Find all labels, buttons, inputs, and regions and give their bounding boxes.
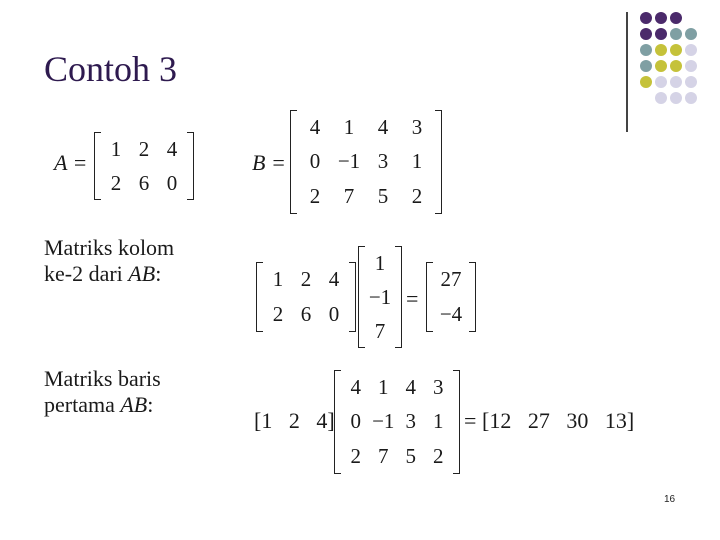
row-example-matrix-cells: [342, 370, 452, 474]
column-example-equals: =: [406, 286, 419, 311]
decor-dot: [640, 76, 652, 88]
decor-dot: [670, 76, 682, 88]
row-matrix-cell: 3: [405, 409, 416, 434]
column-example-column-vector: [358, 246, 402, 348]
bracket-right: [435, 110, 442, 214]
matrix-b-cell: 5: [377, 184, 389, 209]
row-matrix-cell: 1: [378, 374, 389, 399]
bracket-right: [187, 132, 194, 200]
matrix-b-cell: 3: [377, 149, 389, 174]
decor-dot: [670, 92, 682, 104]
matrix-b-label: B =: [252, 150, 286, 175]
row-matrix-cell: 4: [350, 374, 361, 399]
row-example-text: Matriks baris pertama AB:: [44, 366, 161, 417]
decor-dot: [655, 76, 667, 88]
matrix-a-cell: 0: [166, 170, 178, 195]
column-example-left-cells: [264, 262, 348, 332]
column-example-result: [426, 262, 476, 332]
matrix-a-cell: 2: [138, 136, 150, 161]
matrix-a-cell: 2: [110, 170, 122, 195]
column-left-cell: 2: [300, 267, 312, 291]
column-left-cell: 2: [272, 302, 284, 326]
matrix-b: [290, 110, 442, 214]
decor-dot: [655, 60, 667, 72]
matrix-b-cell: −1: [337, 149, 361, 174]
row-example-matrix: [334, 370, 460, 474]
row-matrix-cell: −1: [372, 409, 395, 434]
column-left-cell: 4: [328, 267, 340, 291]
matrix-a-cell: 4: [166, 136, 178, 161]
row-matrix-cell: 0: [350, 409, 361, 434]
matrix-b-cell: 1: [411, 149, 423, 174]
matrix-b-cell: 3: [411, 114, 423, 139]
column-vector-cell: 1: [374, 250, 386, 275]
matrix-b-cell: 2: [309, 184, 321, 209]
matrix-b-cell: 1: [343, 114, 355, 139]
row-matrix-cell: 2: [433, 444, 444, 469]
decor-dot: [685, 28, 697, 40]
decor-dot: [685, 60, 697, 72]
decor-dot: [640, 44, 652, 56]
decor-dot: [655, 28, 667, 40]
row-example-result: [12 27 30 13]: [482, 408, 635, 433]
column-result-cell: −4: [439, 302, 463, 326]
row-example-equals: =: [464, 408, 477, 433]
row-matrix-cell: 7: [378, 444, 389, 469]
row-matrix-cell: 2: [350, 444, 361, 469]
decor-dot: [685, 44, 697, 56]
column-result-cell: 27: [440, 267, 462, 291]
column-example-left-matrix: [256, 262, 356, 332]
matrix-a-cell: 6: [138, 170, 150, 195]
decor-dot: [640, 12, 652, 24]
decor-dot-grid: [640, 12, 720, 122]
matrix-a-label: A =: [54, 150, 88, 175]
decor-dot: [640, 28, 652, 40]
decor-dot: [655, 44, 667, 56]
column-left-cell: 6: [300, 302, 312, 326]
matrix-b-cell: 0: [309, 149, 321, 174]
row-matrix-cell: 3: [433, 374, 444, 399]
decor-dot: [670, 44, 682, 56]
decor-divider-line: [626, 12, 628, 132]
matrix-b-cell: 2: [411, 184, 423, 209]
matrix-a-cell: 1: [110, 136, 122, 161]
decor-dot: [655, 12, 667, 24]
decor-dot: [655, 92, 667, 104]
bracket-left: [290, 110, 297, 214]
column-left-cell: 1: [272, 267, 284, 291]
decor-dot: [670, 28, 682, 40]
matrix-a-cells: [102, 132, 186, 200]
matrix-b-cell: 7: [343, 184, 355, 209]
decor-dot: [685, 92, 697, 104]
column-example-vector-cells: [366, 246, 394, 348]
row-matrix-cell: 1: [433, 409, 444, 434]
matrix-b-cell: 4: [309, 114, 321, 139]
bracket-left: [94, 132, 101, 200]
decor-dot: [640, 60, 652, 72]
column-example-result-cells: [434, 262, 468, 332]
page-number: 16: [664, 494, 676, 505]
slide-title: Contoh 3: [44, 49, 178, 89]
column-vector-cell: 7: [374, 318, 386, 343]
column-example-text: Matriks kolom ke-2 dari AB:: [44, 235, 175, 286]
matrix-a: [94, 132, 194, 200]
row-matrix-cell: 5: [405, 444, 416, 469]
decor-dot: [685, 76, 697, 88]
column-vector-cell: −1: [368, 284, 392, 309]
decor-dot: [670, 60, 682, 72]
matrix-b-cells: [298, 110, 434, 214]
matrix-b-cell: 4: [377, 114, 389, 139]
decor-dot: [670, 12, 682, 24]
row-example-row-vector: [1 2 4]: [254, 408, 335, 433]
column-left-cell: 0: [328, 302, 340, 326]
row-matrix-cell: 4: [405, 374, 416, 399]
